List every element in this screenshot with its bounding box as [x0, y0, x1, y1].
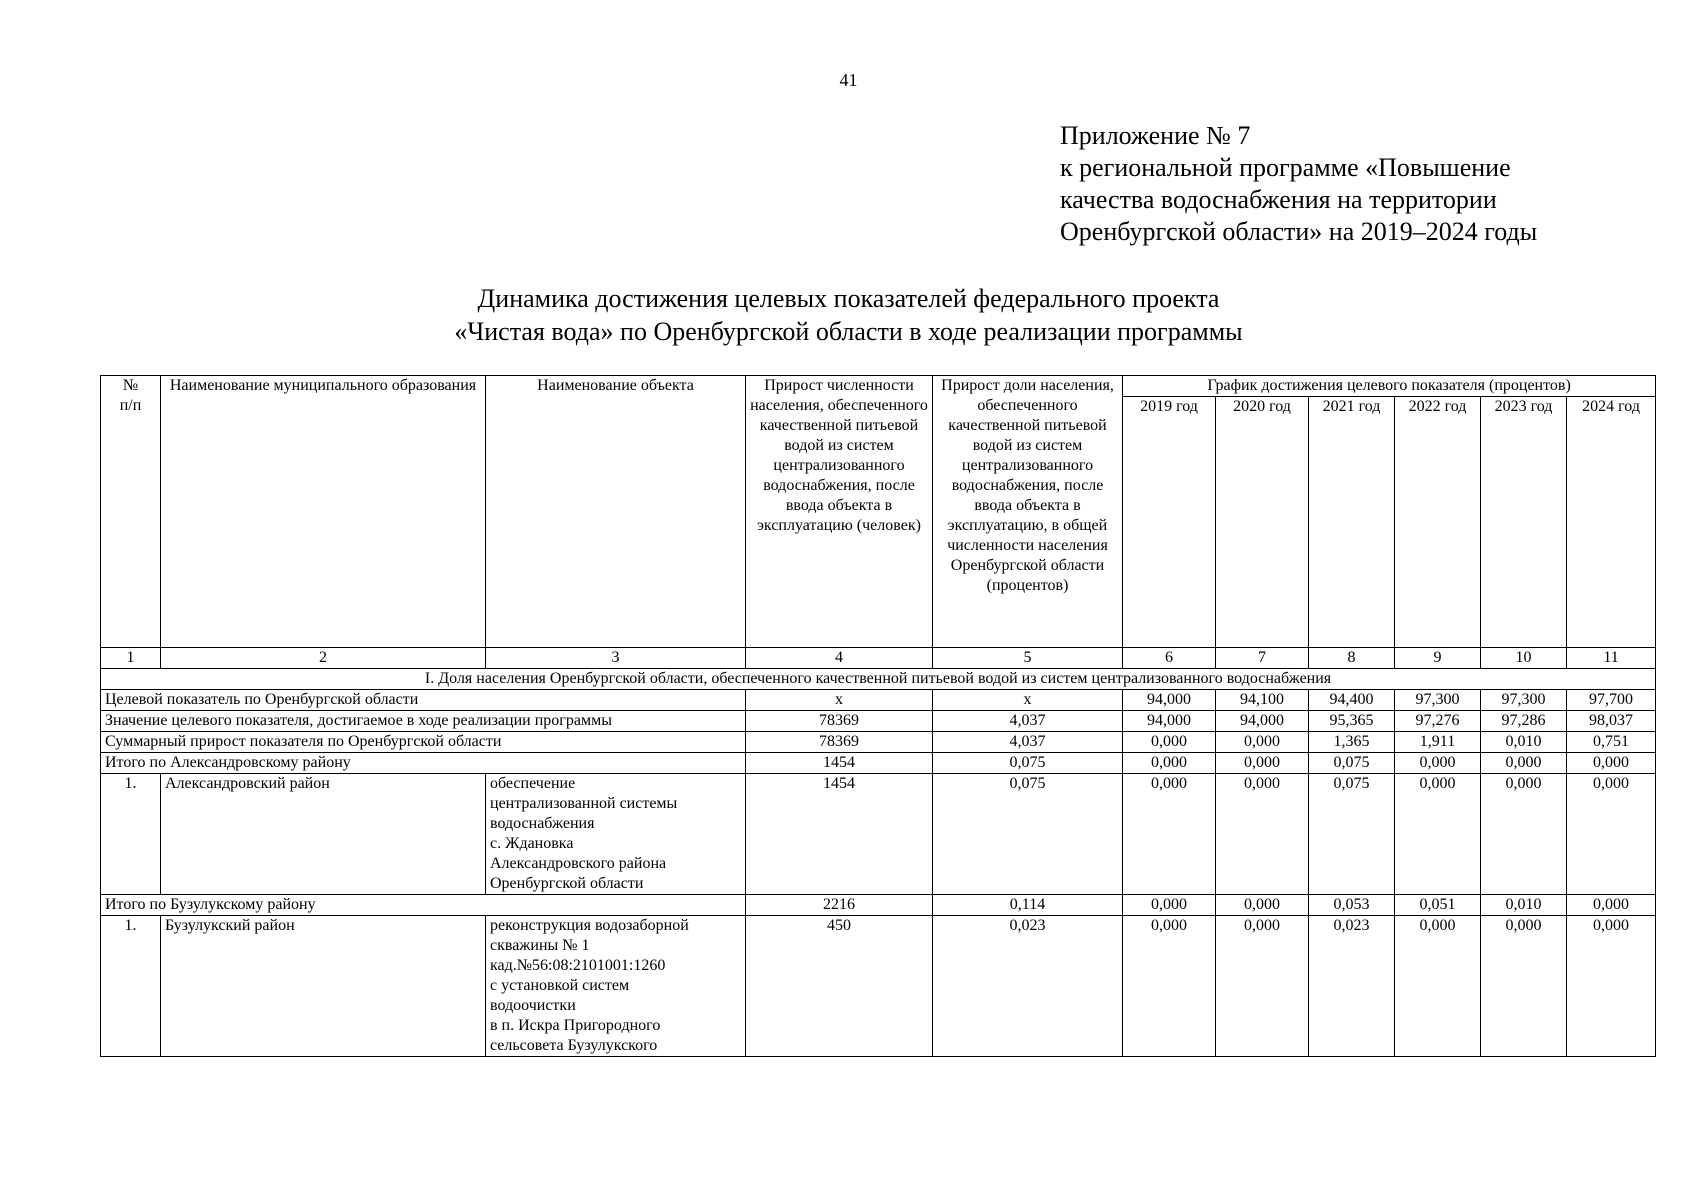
growth-share-cell: 0,023 — [933, 916, 1123, 1057]
growth-people-cell: 78369 — [746, 732, 933, 753]
page-number: 41 — [839, 70, 858, 90]
appendix-line: качества водоснабжения на территории — [1060, 185, 1497, 214]
value-cell: 0,000 — [1481, 753, 1567, 774]
value-cell: 0,000 — [1567, 895, 1656, 916]
district-total-row — [101, 753, 1656, 774]
object-cell: реконструкция водозаборной скважины № 1 кад.№56:08:2101001:1260 с установкой систем водоочистки в п. Искра Пригородного сельсовета Бузулукского — [486, 916, 746, 1057]
value-cell: 97,700 — [1567, 690, 1656, 711]
column-number: 8 — [1309, 648, 1395, 669]
object-row — [101, 774, 1656, 895]
value-cell: 0,000 — [1123, 895, 1216, 916]
summary-row — [101, 690, 1656, 711]
header-year: 2024 год — [1567, 397, 1656, 648]
value-cell: 0,000 — [1567, 916, 1656, 1057]
value-cell: 0,000 — [1123, 916, 1216, 1057]
growth-people-cell: 1454 — [746, 774, 933, 895]
header-year: 2019 год — [1123, 397, 1216, 648]
value-cell: 0,000 — [1216, 895, 1309, 916]
value-cell: 94,100 — [1216, 690, 1309, 711]
header-year: 2021 год — [1309, 397, 1395, 648]
column-numbers-row — [101, 648, 1656, 669]
column-number: 2 — [161, 648, 486, 669]
value-cell: 0,000 — [1216, 732, 1309, 753]
row-number: 1. — [101, 916, 161, 1057]
object-cell: обеспечение централизованной системы водоснабжения с. Ждановка Александровского района Оренбургской области — [486, 774, 746, 895]
value-cell: 0,000 — [1123, 753, 1216, 774]
value-cell: 97,286 — [1481, 711, 1567, 732]
document-title — [0, 282, 1697, 348]
municipality-cell: Бузулукский район — [161, 916, 486, 1057]
row-label: Итого по Александровскому району — [101, 753, 746, 774]
growth-share-cell: 4,037 — [933, 732, 1123, 753]
growth-people-cell: 450 — [746, 916, 933, 1057]
row-label: Суммарный прирост показателя по Оренбургской области — [101, 732, 746, 753]
section-title: I. Доля населения Оренбургской области, обеспеченного качественной питьевой водой из систем централизованного водоснабжения — [101, 669, 1656, 690]
value-cell: 0,000 — [1395, 753, 1481, 774]
growth-share-cell: 0,075 — [933, 774, 1123, 895]
value-cell: 97,300 — [1481, 690, 1567, 711]
title-line: Динамика достижения целевых показателей федерального проекта — [477, 284, 1220, 313]
column-number: 4 — [746, 648, 933, 669]
appendix-block — [1060, 120, 1537, 248]
growth-people-cell: 2216 — [746, 895, 933, 916]
value-cell: 1,911 — [1395, 732, 1481, 753]
indicators-table — [100, 375, 1656, 1057]
growth-share-cell: х — [933, 690, 1123, 711]
value-cell: 0,000 — [1123, 732, 1216, 753]
value-cell: 0,000 — [1216, 774, 1309, 895]
header-year: 2020 год — [1216, 397, 1309, 648]
value-cell: 0,053 — [1309, 895, 1395, 916]
column-number: 3 — [486, 648, 746, 669]
growth-people-cell: 78369 — [746, 711, 933, 732]
value-cell: 0,010 — [1481, 895, 1567, 916]
header-growth-share: Прирост доли населения, обеспеченного качественной питьевой водой из систем централизованного водоснабжения, после ввода объекта в эксплуатацию, в общей численности населения Оренбургской области (процентов) — [933, 376, 1123, 648]
value-cell: 0,000 — [1395, 774, 1481, 895]
appendix-line: Оренбургской области» на 2019–2024 годы — [1060, 217, 1538, 246]
value-cell: 98,037 — [1567, 711, 1656, 732]
appendix-line: Приложение № 7 — [1060, 121, 1251, 150]
header-year: 2022 год — [1395, 397, 1481, 648]
summary-row — [101, 711, 1656, 732]
value-cell: 0,051 — [1395, 895, 1481, 916]
header-growth-people: Прирост численности населения, обеспеченного качественной питьевой водой из систем централизованного водоснабжения, после ввода объекта в эксплуатацию (человек) — [746, 376, 933, 648]
value-cell: 0,023 — [1309, 916, 1395, 1057]
value-cell: 0,000 — [1481, 916, 1567, 1057]
value-cell: 0,000 — [1123, 774, 1216, 895]
column-number: 9 — [1395, 648, 1481, 669]
value-cell: 97,300 — [1395, 690, 1481, 711]
value-cell: 94,000 — [1216, 711, 1309, 732]
value-cell: 0,010 — [1481, 732, 1567, 753]
value-cell: 95,365 — [1309, 711, 1395, 732]
header-num: № п/п — [101, 376, 161, 648]
municipality-cell: Александровский район — [161, 774, 486, 895]
header-object: Наименование объекта — [486, 376, 746, 648]
column-number: 5 — [933, 648, 1123, 669]
growth-people-cell: х — [746, 690, 933, 711]
value-cell: 1,365 — [1309, 732, 1395, 753]
value-cell: 94,000 — [1123, 690, 1216, 711]
growth-people-cell: 1454 — [746, 753, 933, 774]
object-row — [101, 916, 1656, 1057]
value-cell: 0,000 — [1395, 916, 1481, 1057]
value-cell: 0,751 — [1567, 732, 1656, 753]
value-cell: 0,000 — [1216, 916, 1309, 1057]
value-cell: 97,276 — [1395, 711, 1481, 732]
value-cell: 0,000 — [1567, 774, 1656, 895]
growth-share-cell: 0,075 — [933, 753, 1123, 774]
summary-row — [101, 732, 1656, 753]
value-cell: 0,000 — [1481, 774, 1567, 895]
value-cell: 94,000 — [1123, 711, 1216, 732]
section-row — [101, 669, 1656, 690]
value-cell: 0,075 — [1309, 753, 1395, 774]
value-cell: 0,000 — [1216, 753, 1309, 774]
column-number: 6 — [1123, 648, 1216, 669]
growth-share-cell: 4,037 — [933, 711, 1123, 732]
column-number: 10 — [1481, 648, 1567, 669]
value-cell: 0,075 — [1309, 774, 1395, 895]
column-number: 7 — [1216, 648, 1309, 669]
growth-share-cell: 0,114 — [933, 895, 1123, 916]
header-row — [101, 376, 1656, 397]
appendix-line: к региональной программе «Повышение — [1060, 153, 1511, 182]
row-label: Целевой показатель по Оренбургской области — [101, 690, 746, 711]
header-year: 2023 год — [1481, 397, 1567, 648]
header-municipality: Наименование муниципального образования — [161, 376, 486, 648]
value-cell: 94,400 — [1309, 690, 1395, 711]
row-label: Итого по Бузулукскому району — [101, 895, 746, 916]
row-number: 1. — [101, 774, 161, 895]
column-number: 1 — [101, 648, 161, 669]
row-label: Значение целевого показателя, достигаемое в ходе реализации программы — [101, 711, 746, 732]
district-total-row — [101, 895, 1656, 916]
header-schedule: График достижения целевого показателя (процентов) — [1123, 376, 1656, 397]
value-cell: 0,000 — [1567, 753, 1656, 774]
title-line: «Чистая вода» по Оренбургской области в ходе реализации программы — [454, 317, 1243, 346]
column-number: 11 — [1567, 648, 1656, 669]
